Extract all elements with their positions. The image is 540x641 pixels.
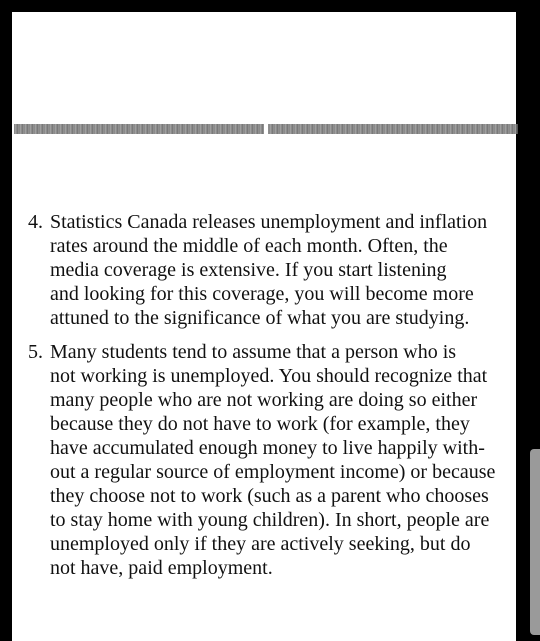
scroll-handle[interactable] (530, 449, 540, 635)
item-number: 5. (28, 341, 43, 363)
text-line: have accumulated enough money to live happily with- (50, 437, 485, 459)
text-line: media coverage is extensive. If you start listening (50, 259, 447, 281)
text-line: attuned to the significance of what you are studying. (50, 307, 470, 329)
text-line: rates around the middle of each month. Often, the (50, 235, 448, 257)
text-line: out a regular source of employment income) or because (50, 461, 496, 483)
text-line: unemployed only if they are actively seeking, but do (50, 533, 471, 555)
list-item-5 (28, 340, 518, 580)
text-line: because they do not have to work (for example, they (50, 413, 470, 435)
text-line: Many students tend to assume that a person who is (50, 341, 457, 363)
list-item-4 (28, 210, 518, 330)
text-line: not working is unemployed. You should recognize that (50, 365, 488, 387)
rule-gap (264, 122, 268, 136)
text-line: Statistics Canada releases unemployment and inflation (50, 211, 488, 233)
item-number: 4. (28, 211, 43, 233)
text-line: many people who are not working are doing so either (50, 389, 478, 411)
text-line: not have, paid employment. (50, 557, 273, 579)
text-line: and looking for this coverage, you will become more (50, 283, 474, 305)
numbered-list (28, 210, 518, 590)
item-text (50, 210, 518, 330)
text-line: they choose not to work (such as a parent who chooses (50, 485, 489, 507)
item-text (50, 340, 518, 580)
text-line: to stay home with young children). In short, people are (50, 509, 490, 531)
